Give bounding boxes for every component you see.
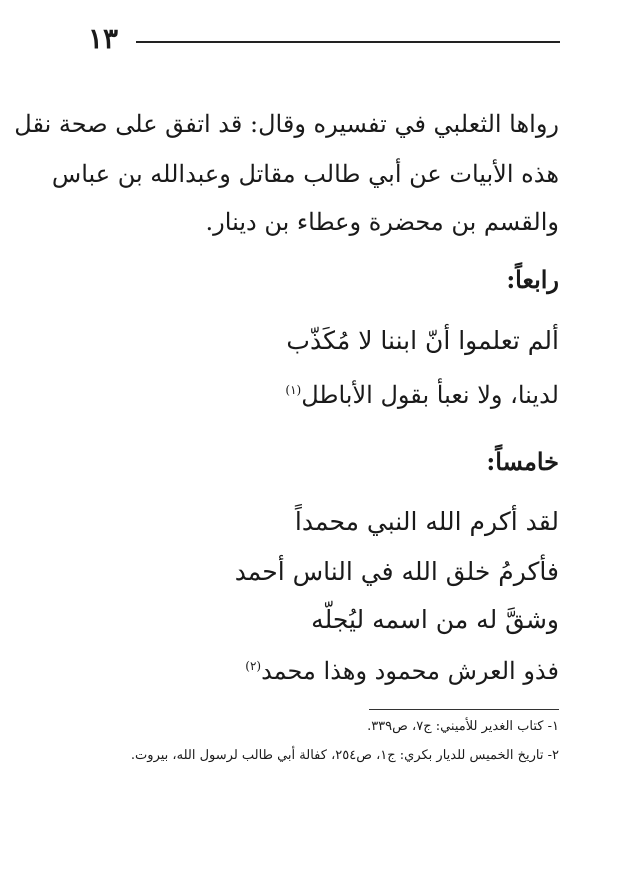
page-number: ١٣ [88, 22, 119, 55]
footnote-rule [369, 709, 559, 710]
header-rule [136, 41, 560, 43]
footnote-2: ٢- تاريخ الخميس للديار بكري: ج١، ص٢٥٤، كفالة أبي طالب لرسول الله، بيروت. [130, 748, 559, 763]
section5-verse-4-text: فذو العرش محمود وهذا محمد [261, 657, 559, 685]
section5-verse-1: لقد أكرم الله النبي محمداً [294, 507, 559, 536]
section5-verse-3: وشقَّ له من اسمه ليُجلّه [311, 605, 559, 634]
section5-verse-4 [245, 659, 559, 683]
section4-verse-2 [285, 383, 559, 407]
section5-verse-2: فأكرمُ خلق الله في الناس أحمد [234, 557, 559, 586]
footnote-1: ١- كتاب الغدير للأميني: ج٧، ص٣٣٩. [367, 719, 559, 734]
section4-verse-1: ألم تعلموا أنّ ابننا لا مُكَذّب [286, 326, 559, 355]
paragraph-line-3: والقسم بن محضرة وعطاء بن دينار. [205, 208, 559, 236]
footnote-ref-1: (١) [285, 383, 302, 397]
section4-verse-2-text: لدينا، ولا نعبأ بقول الأباطل [301, 381, 559, 409]
footnote-ref-2: (٢) [245, 659, 262, 673]
section4-heading: رابعاً: [506, 265, 559, 294]
paragraph-line-2: هذه الأبيات عن أبي طالب مقاتل وعبدالله بن عباس [51, 160, 559, 188]
paragraph-line-1: رواها الثعلبي في تفسيره وقال: قد اتفق على صحة نقل [14, 110, 559, 138]
section5-heading: خامساً: [486, 447, 559, 476]
